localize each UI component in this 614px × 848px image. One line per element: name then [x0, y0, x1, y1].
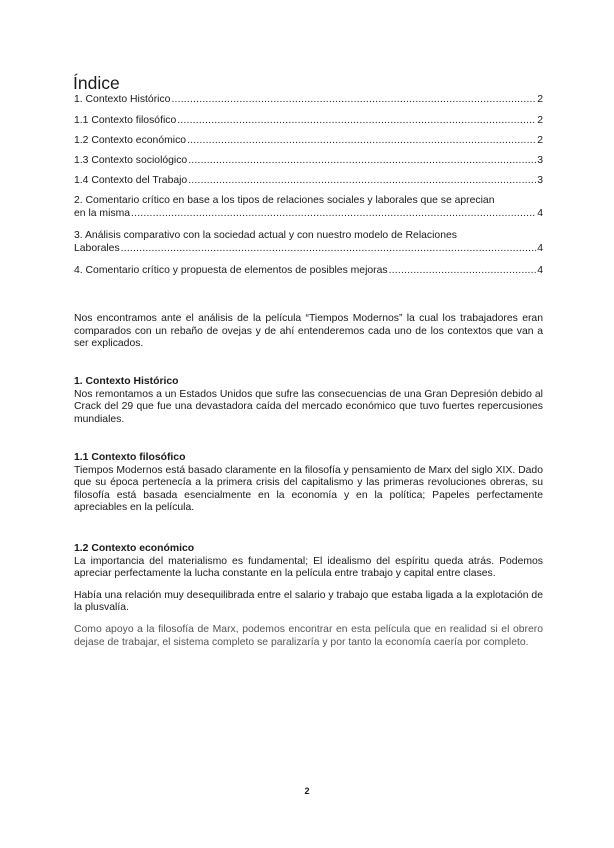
toc-entry-page: 4 — [537, 242, 543, 254]
toc-entry-text: 4. Comentario crítico y propuesta de elementos de posibles mejoras — [74, 265, 388, 276]
section-body-2: Había una relación muy desequilibrada entre el salario y trabajo que estaba ligada a la explotación de la plusvalía. — [74, 589, 543, 614]
section-heading: 1.1 Contexto filosófico — [74, 452, 186, 463]
toc-entry-text: 1. Contexto Histórico — [74, 94, 171, 105]
toc-entry-1-2[interactable] — [74, 135, 543, 148]
index-title: Índice — [73, 73, 120, 93]
toc-entry-page: 2 — [537, 135, 543, 146]
intro-section — [74, 313, 543, 351]
toc-entry-text: en la misma — [74, 207, 131, 219]
toc-entry-text: 1.4 Contexto del Trabajo — [74, 175, 188, 186]
toc-entry-page: 4 — [537, 207, 543, 219]
toc-entry-page: 3 — [537, 175, 543, 186]
toc-entry-1[interactable] — [74, 94, 543, 107]
toc-entry-page: 4 — [537, 265, 543, 276]
section-body: Tiempos Modernos está basado claramente en la filosofía y pensamiento de Marx del siglo XIX. Dado que su época pertenecía a la primera crisis del capitalismo y las primeras revoluciones obreras, su filosofía está basada esencialmente en la economía y en la política; Papeles perfectamente apreciables en la película. — [74, 464, 543, 514]
toc-leader-dots — [188, 175, 536, 188]
toc-leader-dots — [177, 115, 536, 128]
toc-leader-dots — [188, 155, 536, 168]
toc-entry-1-4[interactable] — [74, 175, 543, 188]
section-heading: 1. Contexto Histórico — [74, 376, 179, 387]
toc-leader-dots — [389, 265, 537, 278]
toc-entry-text-line1: 2. Comentario crítico en base a los tipos de relaciones sociales y laborales que se aprecian — [74, 195, 495, 206]
section-body: Nos remontamos a un Estados Unidos que sufre las consecuencias de una Gran Depresión debido al Crack del 29 que fue una devastadora caída del mercado económico que tuvo fuertes repercusiones mundiales. — [74, 388, 543, 425]
toc-leader-dots — [121, 243, 537, 256]
toc-entry-1-3[interactable] — [74, 155, 543, 168]
toc-entry-page: 3 — [537, 155, 543, 166]
toc-entry-text-line1: 3. Análisis comparativo con la sociedad actual y con nuestro modelo de Relaciones — [74, 230, 457, 241]
toc-entry-page: 2 — [537, 115, 543, 126]
page-number: 2 — [304, 786, 310, 796]
section-body: La importancia del materialismo es fundamental; El idealismo del espíritu queda atrás. Podemos apreciar perfectamente la lucha constante en la película entre trabajo y capital entre clases. — [74, 555, 543, 580]
toc-entry-1-1[interactable] — [74, 115, 543, 128]
toc-entry-4[interactable] — [74, 265, 543, 278]
toc-entry-text: 1.2 Contexto económico — [74, 135, 187, 146]
section-filosofico — [74, 452, 543, 515]
section-historico — [74, 376, 543, 426]
intro-paragraph: Nos encontramos ante el análisis de la película “Tiempos Modernos” la cual los trabajadores eran comparados con un rebaño de ovejas y de ahí entenderemos cada uno de los contextos que van a ser explicados. — [74, 313, 543, 350]
toc-entry-text: 1.3 Contexto sociológico — [74, 155, 188, 166]
toc-entry-3[interactable] — [74, 230, 543, 255]
toc-entry-text: 1.1 Contexto filosófico — [74, 115, 177, 126]
toc-leader-dots — [171, 94, 536, 107]
toc-entry-page: 2 — [537, 94, 543, 105]
toc-leader-dots — [131, 208, 536, 221]
toc-entry-text: Laborales — [74, 242, 120, 254]
section-body-3: Como apoyo a la filosofía de Marx, podemos encontrar en esta película que en realidad si el obrero dejase de trabajar, el sistema completo se paralizaría y por tanto la economía caería por completo. — [74, 623, 543, 648]
toc-entry-2[interactable] — [74, 195, 543, 220]
toc-leader-dots — [187, 135, 536, 148]
section-economico — [74, 543, 543, 649]
section-heading: 1.2 Contexto económico — [74, 543, 195, 554]
